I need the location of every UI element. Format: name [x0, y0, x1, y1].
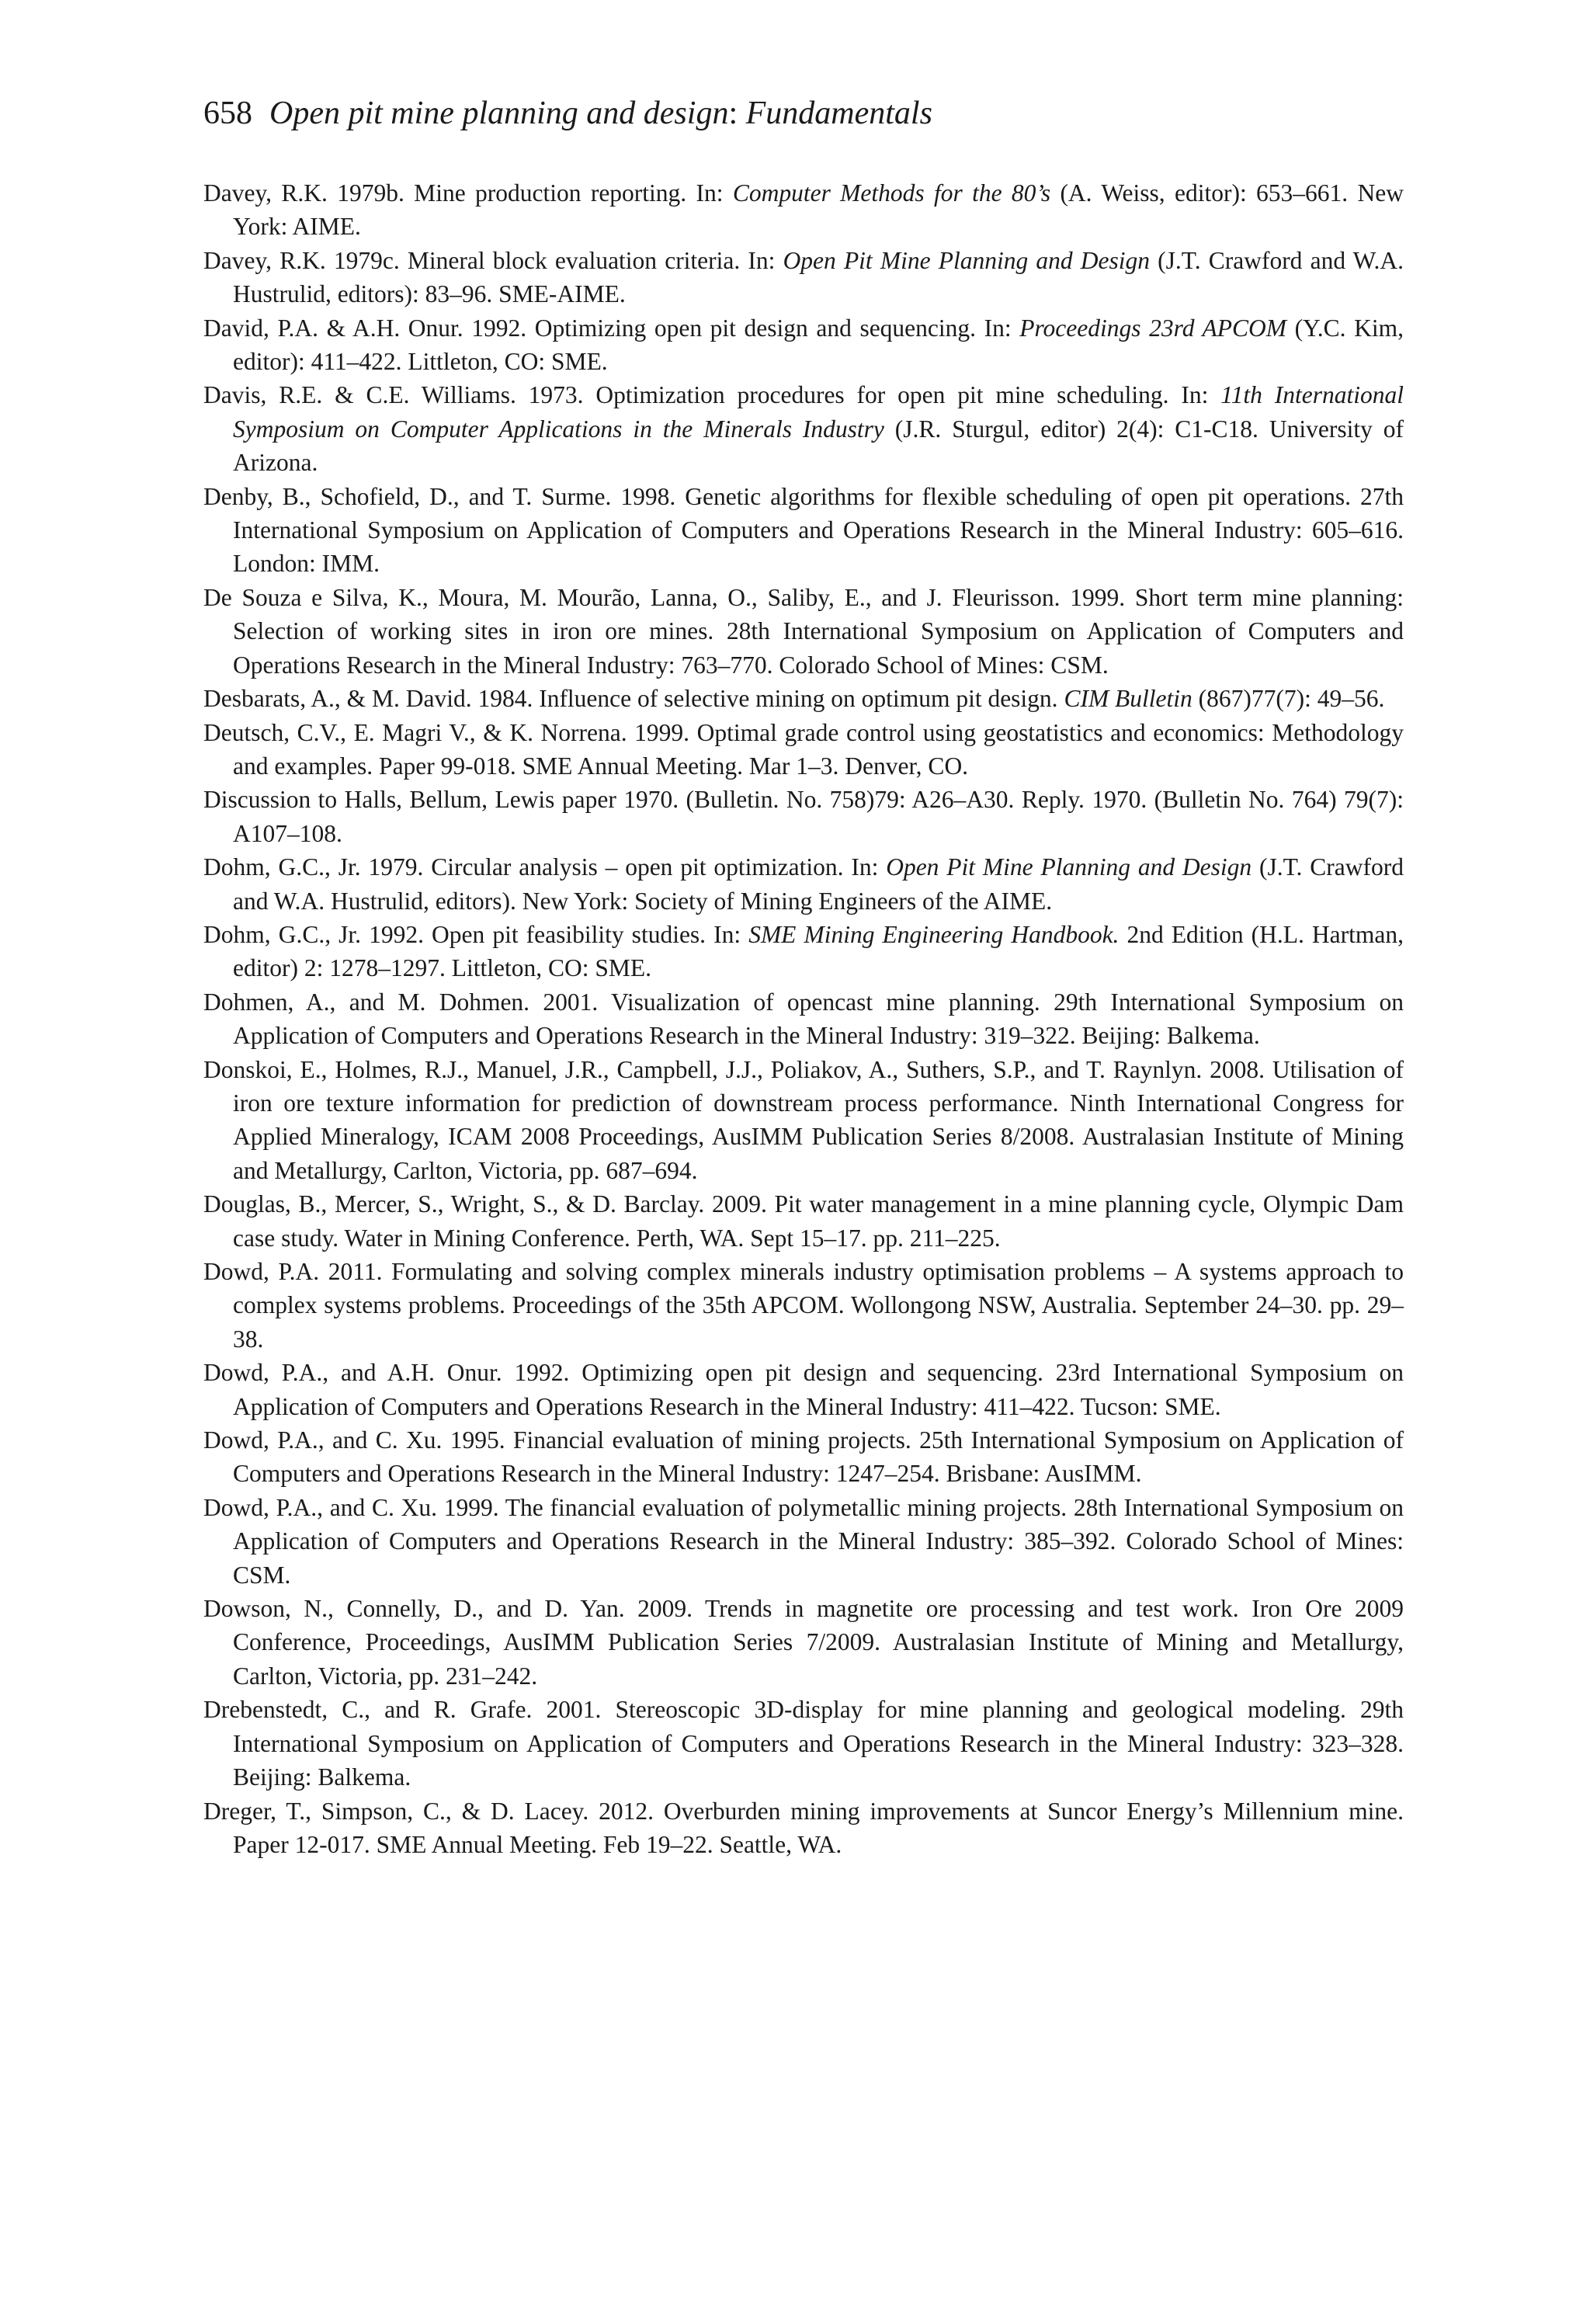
- reference-entry: [203, 378, 1404, 479]
- reference-text: 2nd Edition (H.L. Hartman, editor) 2: 1278–1297. Littleton, CO: SME.: [233, 920, 1404, 982]
- reference-title: Computer Methods for the 80’s: [732, 179, 1051, 207]
- reference-text: (A. Weiss, editor): 653–661. New York: AIME.: [233, 179, 1404, 241]
- reference-text: Douglas, B., Mercer, S., Wright, S., & D. Barclay. 2009. Pit water management in a mine planning cycle, Olympic Dam case study. Water in Mining Conference. Perth, WA. Sept 15–17. pp. 211–225.: [203, 1190, 1404, 1252]
- reference-entry: [203, 311, 1404, 379]
- reference-text: (867)77(7): 49–56.: [1192, 685, 1385, 713]
- reference-text: (Y.C. Kim, editor): 411–422. Littleton, CO: SME.: [233, 314, 1404, 376]
- book-title-main: Open pit mine planning and design: [269, 96, 729, 131]
- reference-entry: [203, 1592, 1404, 1693]
- reference-entry: [203, 783, 1404, 850]
- reference-text: Dowd, P.A., and C. Xu. 1995. Financial evaluation of mining projects. 25th International Symposium on Application of Computers and Operations Research in the Mineral Industry: 1247–254. Brisbane: AusIMM.: [203, 1426, 1404, 1488]
- reference-text: Desbarats, A., & M. David. 1984. Influence of selective mining on optimum pit design.: [203, 685, 1064, 713]
- reference-text: Dohm, G.C., Jr. 1992. Open pit feasibility studies. In:: [203, 920, 749, 948]
- reference-text: Discussion to Halls, Bellum, Lewis paper 1970. (Bulletin. No. 758)79: A26–A30. Reply. 1970. (Bulletin No. 764) 79(7): A107–108.: [203, 786, 1404, 847]
- reference-entry: [203, 1053, 1404, 1188]
- book-volume: Fundamentals: [745, 96, 932, 131]
- reference-text: Denby, B., Schofield, D., and T. Surme. 1998. Genetic algorithms for flexible scheduling of open pit operations. 27th International Symposium on Application of Computers and Operations Research in the Mineral Industry: 605–616. London: IMM.: [203, 482, 1404, 578]
- reference-text: (J.T. Crawford and W.A. Hustrulid, editors): 83–96. SME-AIME.: [233, 246, 1404, 308]
- reference-entry: [203, 1794, 1404, 1862]
- reference-entry: [203, 850, 1404, 918]
- reference-text: Deutsch, C.V., E. Magri V., & K. Norrena. 1999. Optimal grade control using geostatistics and economics: Methodology and examples. Paper 99-018. SME Annual Meeting. Mar 1–3. Denver, CO.: [203, 718, 1404, 780]
- reference-title: Proceedings 23rd APCOM: [1019, 314, 1286, 342]
- reference-entry: [203, 716, 1404, 783]
- reference-entry: [203, 1693, 1404, 1794]
- reference-text: Dreger, T., Simpson, C., & D. Lacey. 2012. Overburden mining improvements at Suncor Energy’s Millennium mine. Paper 12-017. SME Annual Meeting. Feb 19–22. Seattle, WA.: [203, 1797, 1404, 1858]
- running-head: [203, 92, 1415, 135]
- reference-text: Dohm, G.C., Jr. 1979. Circular analysis – open pit optimization. In:: [203, 853, 887, 881]
- reference-text: Donskoi, E., Holmes, R.J., Manuel, J.R., Campbell, J.J., Poliakov, A., Suthers, S.P., and T. Raynlyn. 2008. Utilisation of iron ore texture information for prediction of downstream process performance. Ninth International Congress for Applied Mineralogy, ICAM 2008 Proceedings, AusIMM Publication Series 8/2008. Australasian Institute of Mining and Metallurgy, Carlton, Victoria, pp. 687–694.: [203, 1055, 1404, 1184]
- reference-entry: [203, 918, 1404, 985]
- reference-entry: [203, 480, 1404, 581]
- page-number: 658: [203, 96, 252, 131]
- reference-entry: [203, 1491, 1404, 1592]
- reference-text: Davey, R.K. 1979c. Mineral block evaluation criteria. In:: [203, 246, 783, 274]
- reference-text: Drebenstedt, C., and R. Grafe. 2001. Stereoscopic 3D-display for mine planning and geological modeling. 29th International Symposium on Application of Computers and Operations Research in the Mineral Industry: 323–328. Beijing: Balkema.: [203, 1696, 1404, 1791]
- reference-text: Dowson, N., Connelly, D., and D. Yan. 2009. Trends in magnetite ore processing and test work. Iron Ore 2009 Conference, Proceedings, AusIMM Publication Series 7/2009. Australasian Institute of Mining and Metallurgy, Carlton, Victoria, pp. 231–242.: [203, 1595, 1404, 1690]
- reference-text: David, P.A. & A.H. Onur. 1992. Optimizing open pit design and sequencing. In:: [203, 314, 1020, 342]
- reference-text: De Souza e Silva, K., Moura, M. Mourão, Lanna, O., Saliby, E., and J. Fleurisson. 1999. Short term mine planning: Selection of working sites in iron ore mines. 28th International Symposium on Application of Computers and Operations Research in the Mineral Industry: 763–770. Colorado School of Mines: CSM.: [203, 583, 1404, 679]
- reference-text: Dowd, P.A., and C. Xu. 1999. The financial evaluation of polymetallic mining projects. 28th International Symposium on Application of Computers and Operations Research in the Mineral Industry: 385–392. Colorado School of Mines: CSM.: [203, 1493, 1404, 1589]
- reference-title: Open Pit Mine Planning and Design: [783, 246, 1151, 274]
- reference-text: Dowd, P.A., and A.H. Onur. 1992. Optimizing open pit design and sequencing. 23rd International Symposium on Application of Computers and Operations Research in the Mineral Industry: 411–422. Tucson: SME.: [203, 1359, 1404, 1420]
- reference-text: (J.T. Crawford and W.A. Hustrulid, editors). New York: Society of Mining Engineers of the AIME.: [233, 853, 1404, 915]
- reference-text: Dohmen, A., and M. Dohmen. 2001. Visualization of opencast mine planning. 29th International Symposium on Application of Computers and Operations Research in the Mineral Industry: 319–322. Beijing: Balkema.: [203, 988, 1404, 1050]
- reference-entry: [203, 1187, 1404, 1255]
- reference-entry: [203, 581, 1404, 682]
- reference-entry: [203, 176, 1404, 244]
- reference-entry: [203, 1423, 1404, 1491]
- reference-text: Davey, R.K. 1979b. Mine production reporting. In:: [203, 179, 733, 207]
- reference-text: Dowd, P.A. 2011. Formulating and solving complex minerals industry optimisation problems – A systems approach to complex systems problems. Proceedings of the 35th APCOM. Wollongong NSW, Australia. September 24–30. pp. 29–38.: [203, 1258, 1404, 1353]
- reference-list: [203, 176, 1404, 1861]
- reference-entry: [203, 244, 1404, 311]
- book-title: [269, 96, 932, 131]
- reference-title: 11th International Symposium on Computer Applications in the Minerals Industry: [233, 381, 1404, 443]
- reference-entry: [203, 1255, 1404, 1356]
- reference-title: SME Mining Engineering Handbook.: [748, 920, 1120, 948]
- reference-entry: [203, 682, 1404, 715]
- reference-text: Davis, R.E. & C.E. Williams. 1973. Optimization procedures for open pit mine scheduling. In:: [203, 381, 1221, 409]
- reference-title: Open Pit Mine Planning and Design: [886, 853, 1252, 881]
- reference-entry: [203, 1356, 1404, 1423]
- reference-title: CIM Bulletin: [1064, 685, 1192, 713]
- title-separator: :: [728, 96, 746, 131]
- reference-text: (J.R. Sturgul, editor) 2(4): C1-C18. University of Arizona.: [233, 415, 1404, 477]
- reference-entry: [203, 985, 1404, 1053]
